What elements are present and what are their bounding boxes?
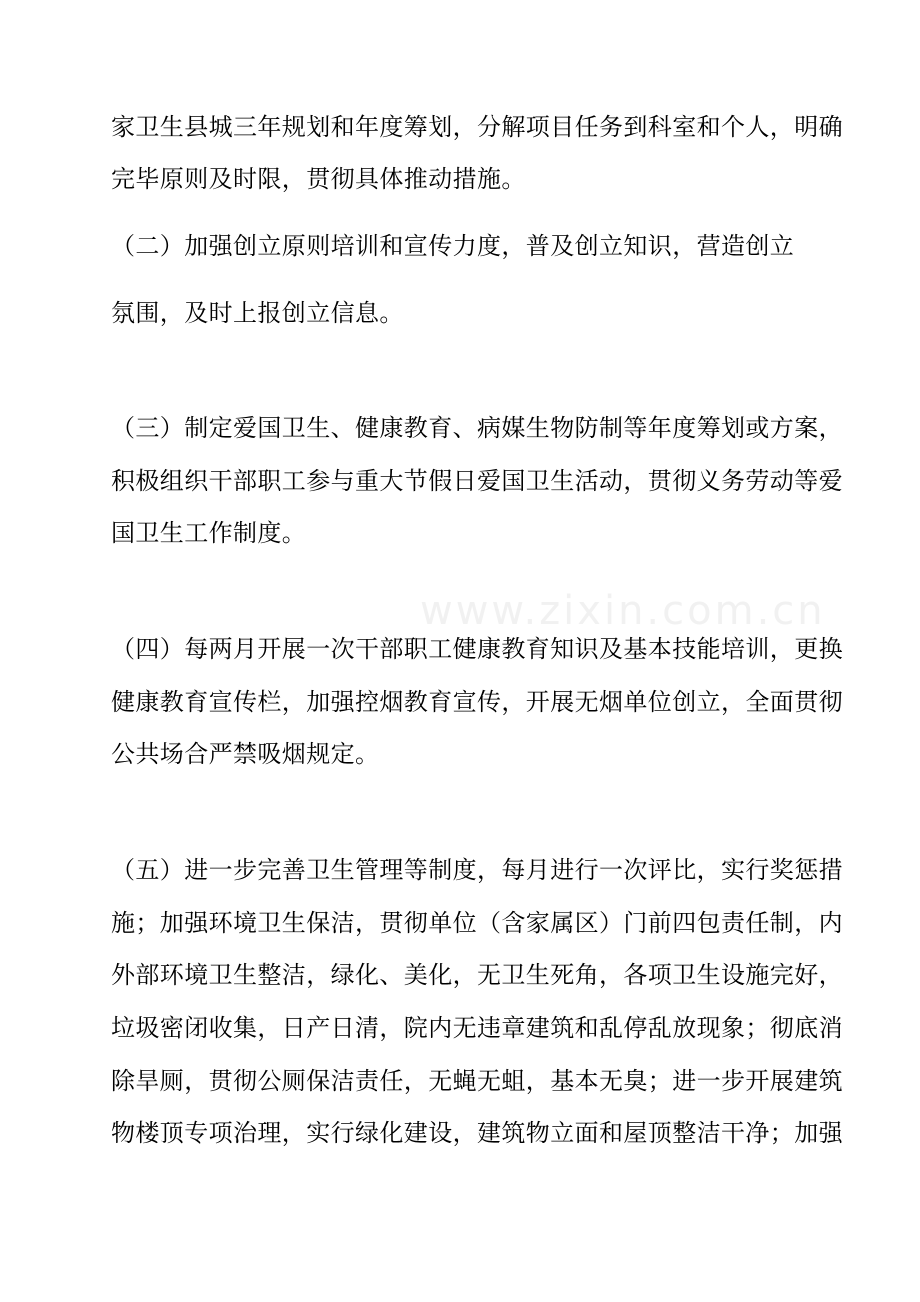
text-line-15: 除旱厕，贯彻公厕保洁责任，无蝇无蛆，基本无臭；进一步开展建筑 [111, 1067, 843, 1095]
text-line-8: （四）每两月开展一次干部职工健康教育知识及基本技能培训，更换 [111, 635, 843, 663]
text-line-10: 公共场合严禁吸烟规定。 [111, 740, 380, 768]
text-line-13: 外部环境卫生整洁，绿化、美化，无卫生死角，各项卫生设施完好， [111, 961, 843, 989]
text-line-9: 健康教育宣传栏，加强控烟教育宣传，开展无烟单位创立，全面贯彻 [111, 688, 843, 716]
text-line-1: 家卫生县城三年规划和年度筹划，分解项目任务到科室和个人，明确 [111, 113, 843, 141]
text-line-6: 积极组织干部职工参与重大节假日爱国卫生活动，贯彻义务劳动等爱 [111, 467, 843, 495]
text-line-12: 施；加强环境卫生保洁，贯彻单位（含家属区）门前四包责任制，内 [111, 909, 843, 937]
text-line-3: （二）加强创立原则培训和宣传力度，普及创立知识，营造创立 [111, 232, 795, 260]
watermark: www.zixin.com.cn [420, 588, 826, 634]
text-line-4: 氛围，及时上报创立信息。 [111, 299, 404, 327]
text-line-11: （五）进一步完善卫生管理等制度，每月进行一次评比，实行奖惩措 [111, 856, 843, 884]
text-line-14: 垃圾密闭收集，日产日清，院内无违章建筑和乱停乱放现象；彻底消 [111, 1014, 843, 1042]
text-line-16: 物楼顶专项治理，实行绿化建设，建筑物立面和屋顶整洁干净；加强 [111, 1119, 843, 1147]
text-line-7: 国卫生工作制度。 [111, 519, 307, 547]
text-line-5: （三）制定爱国卫生、健康教育、病媒生物防制等年度筹划或方案， [111, 414, 843, 442]
text-line-2: 完毕原则及时限，贯彻具体推动措施。 [111, 165, 526, 193]
